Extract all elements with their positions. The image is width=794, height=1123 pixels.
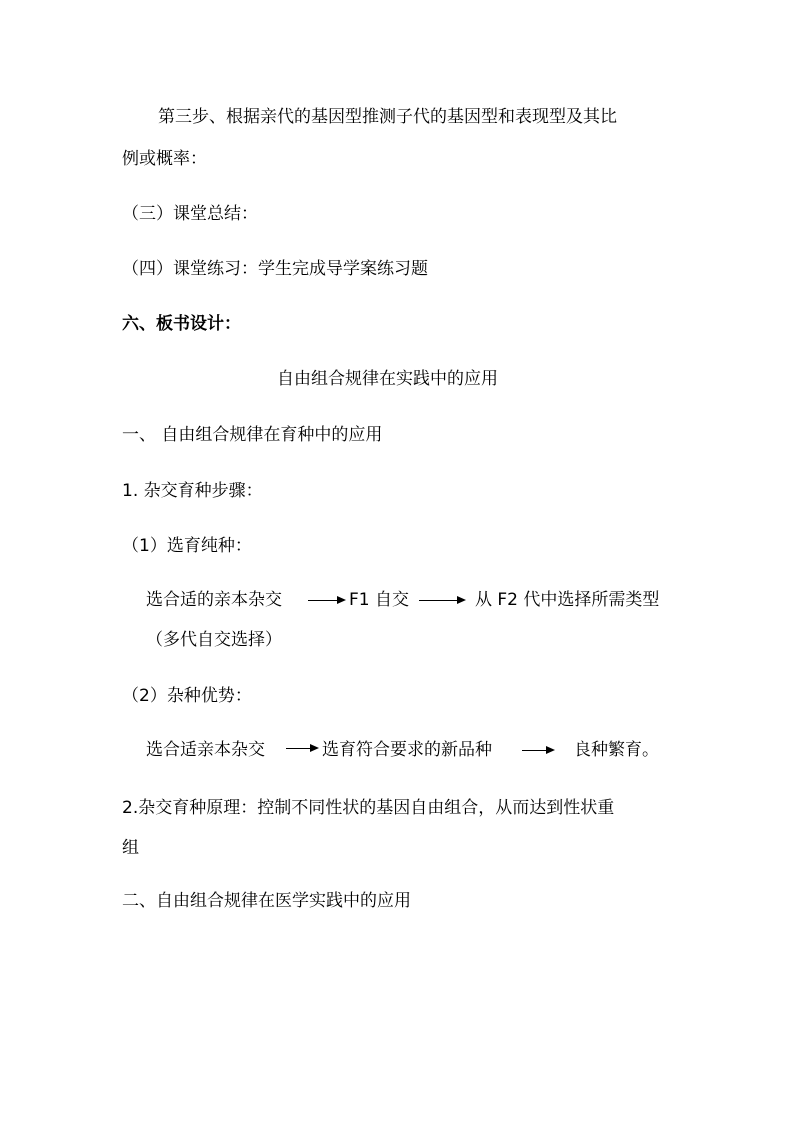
practice-text: （四）课堂练习：学生完成导学案练习题 (122, 259, 428, 279)
flow1-step-a: 选合适的亲本杂交 (146, 590, 282, 610)
flow2-step-a: 选合适亲本杂交 (146, 740, 265, 760)
part-2-heading: 二、自由组合规律在医学实践中的应用 (122, 891, 411, 911)
summary-heading: （三）课堂总结： (122, 204, 258, 224)
flow1-note: （多代自交选择） (146, 630, 282, 650)
sub-2-heading: （2）杂种优势： (122, 686, 252, 706)
item-2-text-line1: 2.杂交育种原理：控制不同性状的基因自由组合，从而达到性状重 (122, 798, 615, 818)
flow2-arrow-1 (286, 742, 318, 754)
flow1-arrow-2 (419, 594, 465, 606)
flow2-arrow-2 (522, 744, 554, 756)
section-6-heading: 六、板书设计： (122, 314, 241, 334)
flow2-step-b: 选育符合要求的新品种 (322, 740, 492, 760)
flow2-step-c: 良种繁育。 (574, 740, 659, 760)
step3-text-line2: 例或概率： (122, 149, 207, 169)
flow1-arrow-1 (308, 594, 345, 606)
flow1-step-c: 从 F2 代中选择所需类型 (475, 590, 660, 610)
step3-text-line1: 第三步、根据亲代的基因型推测子代的基因型和表现型及其比 (158, 107, 617, 127)
part-1-heading: 一、 自由组合规律在育种中的应用 (122, 425, 383, 445)
item-2-text-line2: 组 (122, 838, 139, 858)
flow1-step-b: F1 自交 (349, 590, 409, 610)
board-title: 自由组合规律在实践中的应用 (277, 369, 498, 389)
item-1-heading: 1. 杂交育种步骤： (122, 481, 263, 501)
sub-1-heading: （1）选育纯种： (122, 536, 252, 556)
